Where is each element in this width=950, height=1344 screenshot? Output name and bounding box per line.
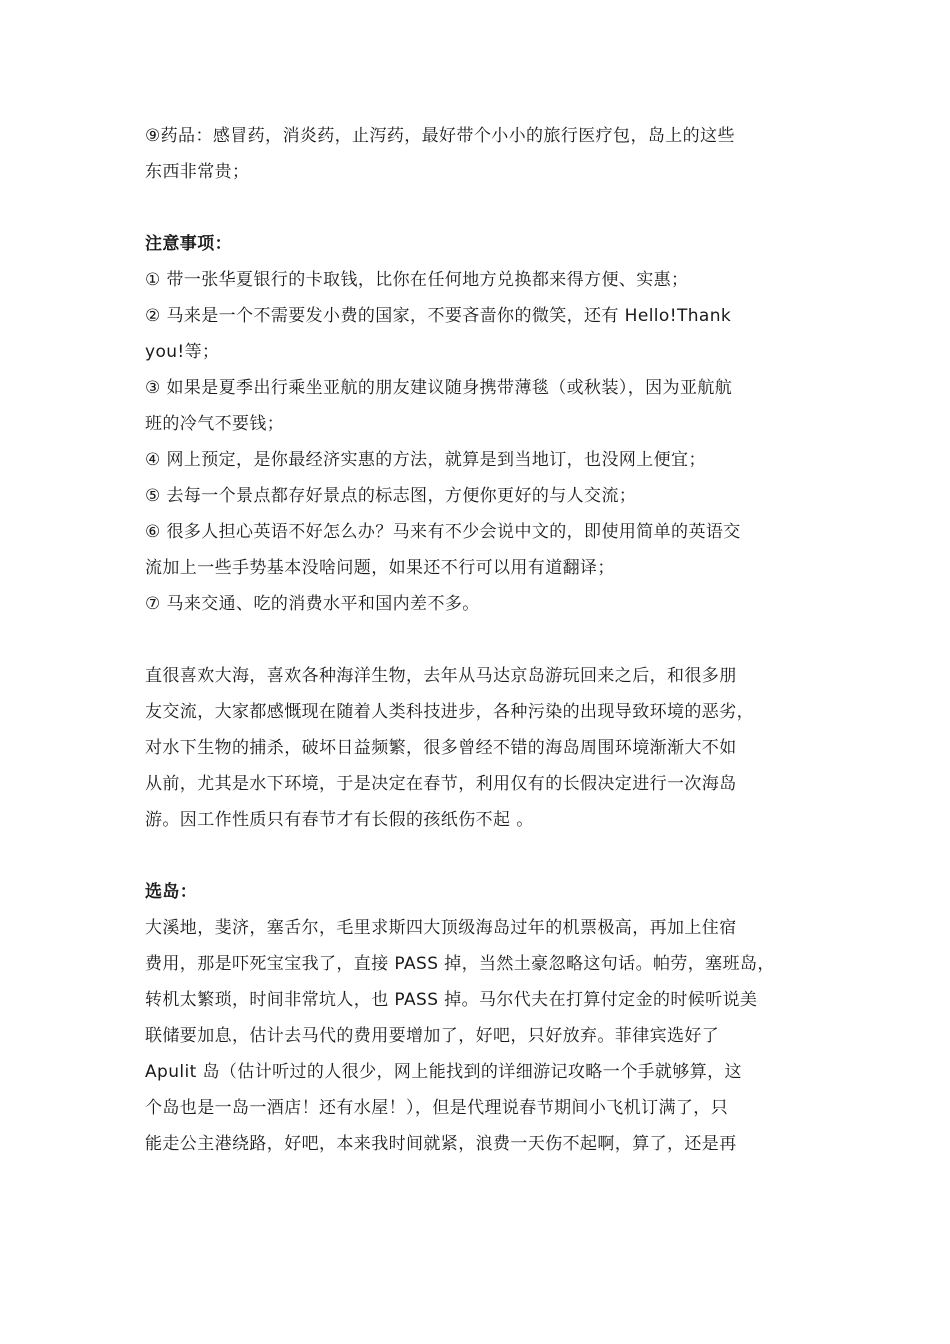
- notes-line-5: 班的冷气不要钱；: [145, 414, 285, 434]
- island-line-6: 个岛也是一岛一酒店！还有水屋！），但是代理说春节期间小飞机订满了，只: [145, 1098, 729, 1118]
- intro-line-4: 从前，尤其是水下环境，于是决定在春节，利用仅有的长假决定进行一次海岛: [145, 774, 737, 794]
- medicine-line-1: ⑨药品：感冒药，消炎药，止泻药，最好带个小小的旅行医疗包，岛上的这些: [145, 126, 735, 146]
- paragraph-gap: [145, 838, 825, 874]
- paragraph-gap: [145, 622, 825, 658]
- intro-line-2: 友交流，大家都感慨现在随着人类科技进步，各种污染的出现导致环境的恶劣，: [145, 702, 754, 722]
- island-line-3: 转机太繁琐，时间非常坑人，也 PASS 掉。马尔代夫在打算付定金的时候听说美: [145, 990, 758, 1010]
- notes-line-10: ⑦ 马来交通、吃的消费水平和国内差不多。: [145, 594, 480, 614]
- island-line-1: 大溪地，斐济，塞舌尔，毛里求斯四大顶级海岛过年的机票极高，再加上住宿: [145, 918, 737, 938]
- notes-line-2: ② 马来是一个不需要发小费的国家，不要吝啬你的微笑，还有 Hello!Thank: [145, 306, 732, 326]
- intro-line-3: 对水下生物的捕杀，破坏日益频繁，很多曾经不错的海岛周围环境渐渐大不如: [145, 738, 737, 758]
- notes-line-6: ④ 网上预定，是你最经济实惠的方法，就算是到当地订，也没网上便宜；: [145, 450, 706, 470]
- notes-line-4: ③ 如果是夏季出行乘坐亚航的朋友建议随身携带薄毯（或秋装），因为亚航航: [145, 378, 733, 398]
- island-line-2: 费用，那是吓死宝宝我了，直接 PASS 掉，当然土豪忽略这句话。帕劳，塞班岛，: [145, 954, 775, 974]
- notes-line-8: ⑥ 很多人担心英语不好怎么办？马来有不少会说中文的，即使用简单的英语交: [145, 522, 741, 542]
- notes-line-9: 流加上一些手势基本没啥问题，如果还不行可以用有道翻译；: [145, 558, 615, 578]
- paragraph-gap: [145, 190, 825, 226]
- island-line-5: Apulit 岛（估计听过的人很少，网上能找到的详细游记攻略一个手就够算，这: [145, 1062, 742, 1082]
- intro-line-1: 直很喜欢大海，喜欢各种海洋生物，去年从马达京岛游玩回来之后，和很多朋: [145, 666, 737, 686]
- notes-line-1: ① 带一张华夏银行的卡取钱，比你在任何地方兑换都来得方便、实惠；: [145, 270, 689, 290]
- notes-line-3: you!等；: [145, 342, 220, 362]
- notes-heading: 注意事项：: [145, 234, 232, 254]
- notes-line-7: ⑤ 去每一个景点都存好景点的标志图，方便你更好的与人交流；: [145, 486, 637, 506]
- medicine-line-2: 东西非常贵；: [145, 162, 250, 182]
- island-line-4: 联储要加息，估计去马代的费用要增加了，好吧，只好放弃。菲律宾选好了: [145, 1026, 720, 1046]
- island-heading: 选岛：: [145, 882, 198, 902]
- intro-line-5: 游。因工作性质只有春节才有长假的孩纸伤不起 。: [145, 810, 534, 830]
- island-line-7: 能走公主港绕路，好吧，本来我时间就紧，浪费一天伤不起啊，算了，还是再: [145, 1134, 737, 1154]
- document-body: [145, 118, 825, 1162]
